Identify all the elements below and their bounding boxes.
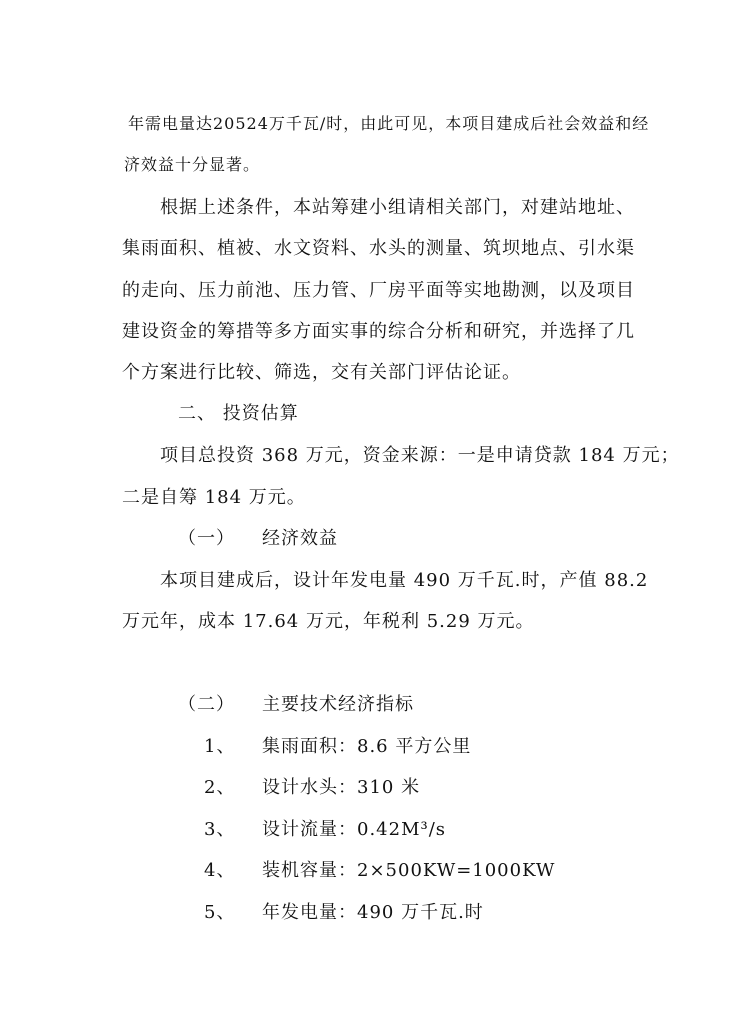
indicator-1-text: 集雨面积：8.6 平方公里: [262, 736, 472, 757]
indicator-2-text: 设计水头：310 米: [262, 777, 421, 798]
section2-heading: 二、 投资估算: [178, 403, 299, 424]
indicator-4-text: 装机容量：2×500KW=1000KW: [262, 860, 556, 881]
paragraph2-line4: 建设资金的筹措等多方面实事的综合分析和研究，并选择了几: [122, 321, 635, 342]
paragraph2-line5: 个方案进行比较、筛选，交有关部门评估论证。: [122, 362, 521, 383]
section2-line1: 项目总投资 368 万元，资金来源：一是申请贷款 184 万元；: [160, 445, 680, 466]
indicator-3-number: 3、: [204, 819, 236, 840]
section2-line2: 二是自筹 184 万元。: [122, 487, 306, 508]
subsection2-title: 主要技术经济指标: [262, 694, 414, 715]
subsection1-title: 经济效益: [262, 528, 338, 549]
paragraph1-line1: 年需电量达20524万千瓦/时，由此可见，本项目建成后社会效益和经: [128, 114, 650, 133]
indicator-2-number: 2、: [204, 777, 236, 798]
indicator-5-text: 年发电量：490 万千瓦.时: [262, 902, 484, 923]
paragraph2-line2: 集雨面积、植被、水文资料、水头的测量、筑坝地点、引水渠: [122, 238, 635, 259]
indicator-4-number: 4、: [204, 860, 236, 881]
subsection1-line2: 万元年，成本 17.64 万元，年税利 5.29 万元。: [122, 611, 535, 632]
subsection2-number: （二）: [178, 694, 235, 715]
paragraph2-line1: 根据上述条件，本站筹建小组请相关部门，对建站地址、: [160, 197, 635, 218]
indicator-3-text: 设计流量：0.42M³/s: [262, 819, 447, 840]
indicator-5-number: 5、: [204, 902, 236, 923]
paragraph1-line2: 济效益十分显著。: [124, 155, 261, 174]
paragraph2-line3: 的走向、压力前池、压力管、厂房平面等实地勘测，以及项目: [122, 280, 635, 301]
subsection1-line1: 本项目建成后，设计年发电量 490 万千瓦.时，产值 88.2: [160, 570, 649, 591]
indicator-1-number: 1、: [204, 736, 236, 757]
subsection1-number: （一）: [178, 528, 235, 549]
